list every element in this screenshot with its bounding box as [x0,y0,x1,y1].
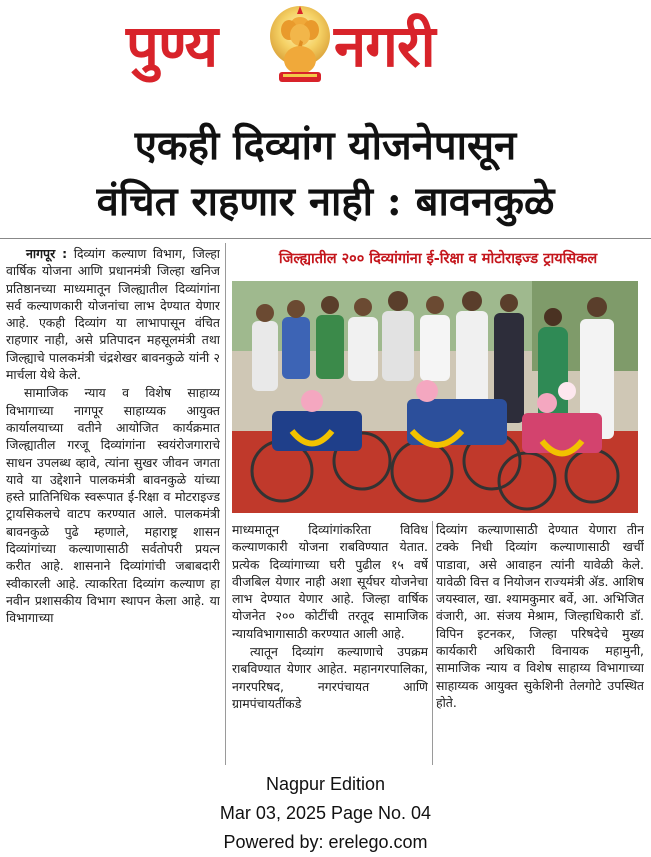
edition-footer [0,770,651,857]
article-column-3 [436,521,644,769]
powered-by: Powered by: erelego.com [223,832,428,852]
article-paragraph: माध्यमातून दिव्यांगांकरिता विविध कल्याणकारी योजना राबविण्यात येतात. प्रत्येक दिव्यांगाच्या घरी पुढील १५ वर्षे वीजबिल येणार नाही अशा सूर्यघर योजनेचा लाभ देण्यात येणार आहे. जिल्हा वार्षिक योजनेत २०० कोटींची तरतूद सामाजिक न्यायविभागासाठी करण्यात आली आहे. [232,522,428,641]
article-paragraph: नागपूर : दिव्यांग कल्याण विभाग, जिल्हा वार्षिक योजना आणि प्रधानमंत्री जिल्हा खनिज प्रतिष्ठानच्या माध्यमातून जिल्ह्यातील दिव्यांगांना सर्व कल्याणकारी योजनांचा लाभ देण्यात येणार आहे. एकही दिव्यांग या लाभापासून वंचित राहणार नाही, असे प्रतिपादन महसूलमंत्री तथा जिल्ह्याचे पालकमंत्री चंद्रशेखर बावनकुळे यांनी २ मार्चला येथे केले. [6,246,220,383]
column-divider [432,521,433,765]
article-column-2 [232,521,428,769]
event-photo [232,281,638,513]
masthead [0,0,651,100]
article-paragraph: दिव्यांग कल्याणासाठी देण्यात येणारा तीन टक्के निधी दिव्यांग कल्याणासाठी खर्ची पाडावा, असे आवाहन त्यांनी यावेळी केले. यावेळी वित्त व नियोजन राज्यमंत्री ॲड. आशिष जयस्वाल, खा. श्यामकुमार बर्वे, आ. अभिजित वंजारी, आ. संजय मेश्राम, जिल्हाधिकारी डॉ. विपिन इटनकर, जिल्हा परिषदेचे मुख्य कार्यकारी अधिकारी विनायक महामुनी, सामाजिक न्याय व विशेष साहाय्य विभागाच्या साहाय्यक आयुक्त सुकेशिनी तेलगोटे उपस्थित होते. [436,522,644,710]
ganesh-logo-icon [265,2,335,86]
masthead-name-left: पुण्य [126,12,218,80]
article [0,238,651,769]
column-divider [225,243,226,765]
article-paragraph: सामाजिक न्याय व विशेष साहाय्य विभागाच्या नागपूर साहाय्यक आयुक्त कार्यालयाच्या वतीने आयोजित कार्यक्रमात जिल्ह्यातील गरजू दिव्यांगांना स्वयंरोजगाराचे साधन उपलब्ध व्हावे, त्यांना सुखर जीवन जगता यावे या उद्देशाने पालकमंत्री बावनकुळे यांच्या हस्ते प्रातिनिधिक स्वरूपात ई-रिक्षा व मोटराइज्ड ट्रायसिकलचे वाटप करण्यात आले. पालकमंत्री बावनकुळे पुढे म्हणाले, महाराष्ट्र शासन दिव्यांगांच्या कल्याणासाठी सर्वतोपरी प्रयत्न करीत आहे. शासनाने दिव्यांगांची जबाबदारी स्वीकारली आहे. त्याकरिता दिव्यांग कल्याण हा नवीन प्रशासकीय विभाग स्थापन केला आहे. या विभागाच्या [6,385,220,626]
edition-date-page: Mar 03, 2025 Page No. 04 [219,803,432,823]
dateline: नागपूर : [26,246,68,261]
article-column-1 [6,245,220,769]
edition-name: Nagpur Edition [265,774,386,794]
headline [0,118,651,230]
headline-line-1: एकही दिव्यांग योजनेपासून [134,122,517,169]
headline-line-2: वंचित राहणार नाही : बावनकुळे [96,178,555,225]
article-paragraph: त्यातून दिव्यांग कल्याणाचे उपक्रम राबविण्यात येणार आहेत. महानगरपालिका, नगरपरिषद, नगरपंचायत आणि ग्रामपंचायतींकडे [232,644,428,711]
masthead-name-right: नगरी [334,12,435,80]
photo-caption: जिल्ह्यातील २०० दिव्यांगांना ई-रिक्षा व मोटोराइज्ड ट्रायसिकल [278,251,598,267]
